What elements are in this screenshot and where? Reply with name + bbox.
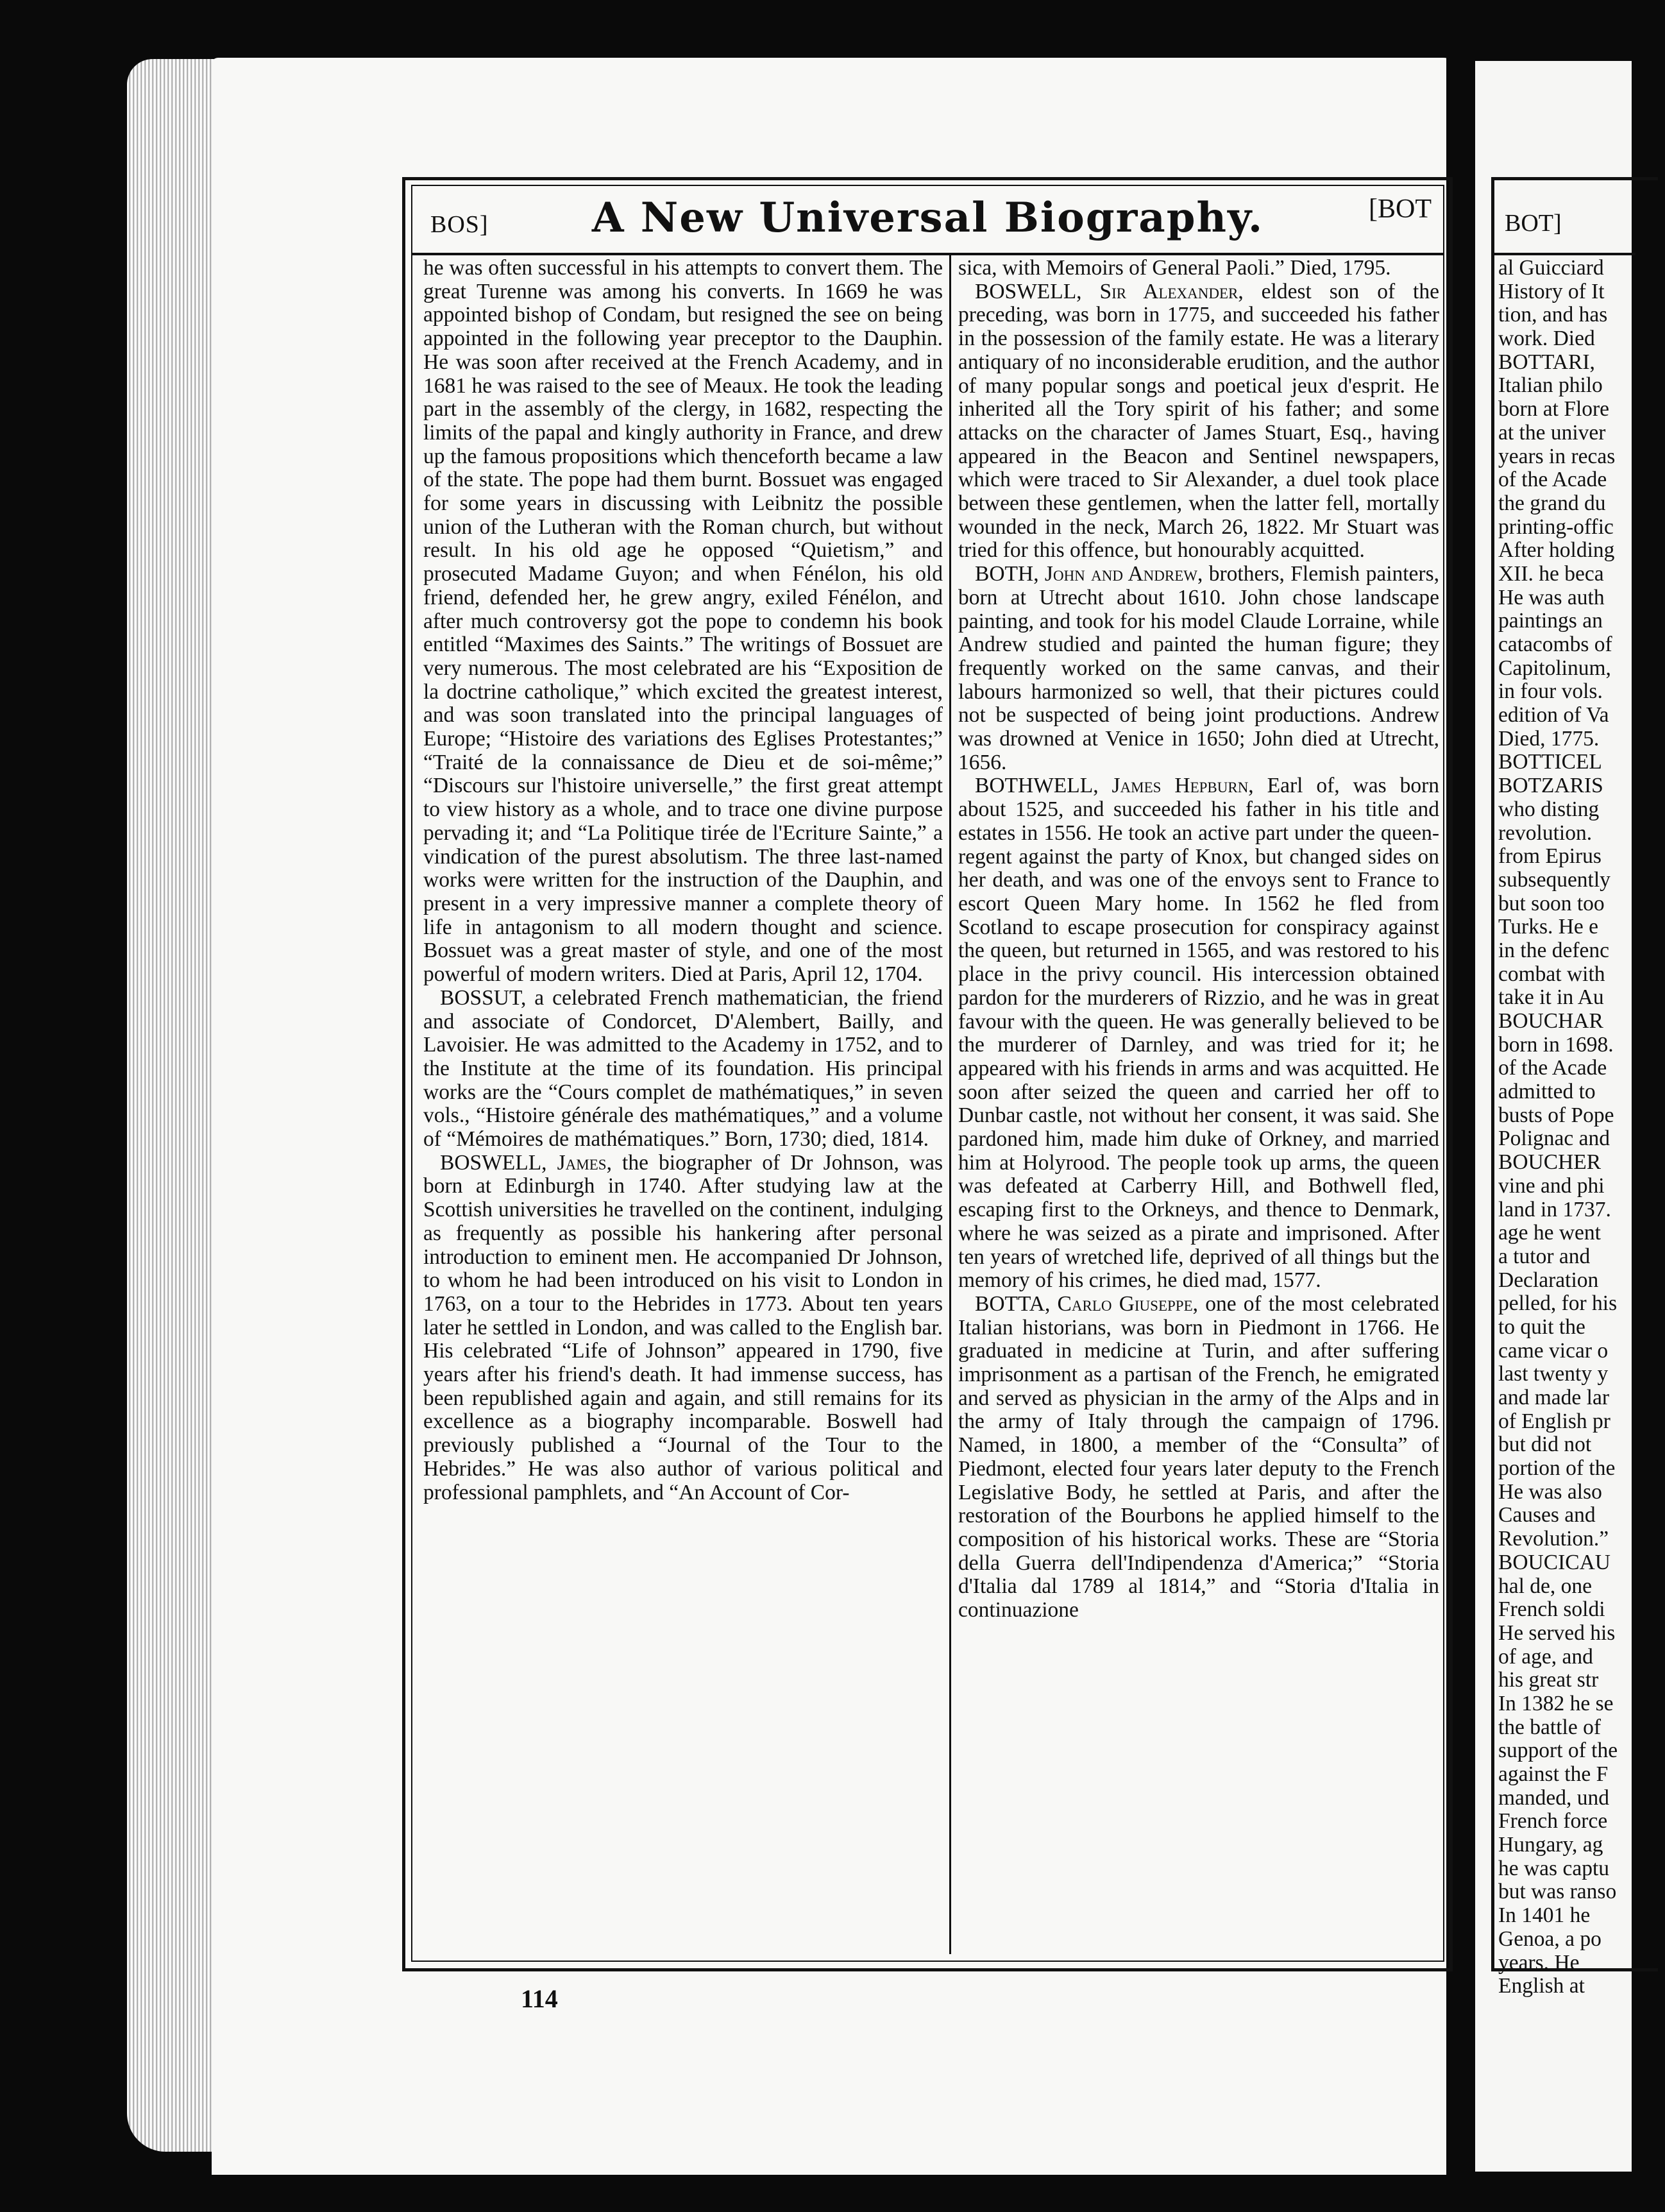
facing-page-line: vine and phi xyxy=(1498,1173,1605,1198)
biography-entry xyxy=(958,774,1439,1292)
facing-page-line: admitted to xyxy=(1498,1080,1596,1104)
facing-page-line: of English pr xyxy=(1498,1409,1610,1433)
facing-page-line: printing-offic xyxy=(1498,515,1614,539)
facing-page-line: XII. he beca xyxy=(1498,561,1604,586)
facing-page-line: hal de, one xyxy=(1498,1574,1593,1598)
facing-page-line: paintings an xyxy=(1498,609,1603,633)
facing-page-line: but soon too xyxy=(1498,891,1605,915)
entry-heading: BOSWELL, Sir Alexander, xyxy=(975,279,1244,303)
facing-page-column xyxy=(1498,256,1665,1998)
facing-page-line: support of the xyxy=(1498,1739,1618,1763)
entry-text: the biographer of Dr Johnson, was born at Edinburgh in 1740. After studying law at the Scottish universities he travelled on the continent, indulging as frequently as possible his hankering after personal introduction to eminent men. He accompanied Dr Johnson, to whom he had been introduced on his visit to London in 1763, on a tour to the Hebrides in 1773. About ten years later he settled in London, and was called to the English bar. His celebrated “Life of Johnson” appeared in 1790, five years after his friend's death. It had immense success, has been republished again and again, and still remains for its excellence as a biography incomparable. Boswell had previously published a “Journal of the Tour to the Hebrides.” He was also author of various political and professional pamphlets, and “An Account of Cor- xyxy=(423,1150,943,1504)
facing-page-line: BOUCHER xyxy=(1498,1150,1602,1175)
facing-page-line: but was ranso xyxy=(1498,1880,1617,1904)
facing-page-line: French soldi xyxy=(1498,1597,1605,1622)
facing-page-line: revolution. xyxy=(1498,821,1593,845)
facing-page-line: to quit the xyxy=(1498,1314,1585,1339)
facing-page-line: a tutor and xyxy=(1498,1244,1591,1268)
facing-page-line: Polignac and xyxy=(1498,1127,1610,1151)
facing-page-line: busts of Pope xyxy=(1498,1103,1614,1127)
facing-page-line: age he went xyxy=(1498,1221,1601,1245)
facing-page-line: came vicar o xyxy=(1498,1338,1609,1363)
facing-page-line: edition of Va xyxy=(1498,703,1609,727)
column-divider xyxy=(949,255,951,1954)
middle-column xyxy=(958,257,1439,1950)
facing-page-line: Italian philo xyxy=(1498,373,1603,398)
facing-page-line: BOUCHAR xyxy=(1498,1009,1603,1033)
facing-page-line: work. Died xyxy=(1498,327,1595,351)
facing-page-line: Died, 1775. xyxy=(1498,726,1600,751)
facing-page-line: BOUCICAU xyxy=(1498,1550,1610,1574)
facing-page-line: the grand du xyxy=(1498,491,1606,515)
entry-heading: BOTH, John and Andrew, xyxy=(975,562,1203,586)
facing-page-line: manded, und xyxy=(1498,1785,1610,1810)
facing-page-header xyxy=(1494,185,1635,255)
entry-heading: BOSSUT, xyxy=(440,985,527,1010)
facing-page-line: BOTTARI, xyxy=(1498,350,1595,374)
facing-page-line: catacombs of xyxy=(1498,633,1612,656)
facing-page-line: Genoa, a po xyxy=(1498,1927,1602,1951)
facing-page-line: Capitolinum, xyxy=(1498,656,1611,680)
header-title: A New Universal Biography. xyxy=(591,194,1264,242)
facing-page-line: Revolution.” xyxy=(1498,1527,1609,1551)
facing-page-line: years. He xyxy=(1498,1950,1580,1975)
facing-page-line: at the univer xyxy=(1498,420,1606,445)
biography-entry xyxy=(958,1293,1439,1622)
facing-page-line: from Epirus xyxy=(1498,844,1602,869)
facing-page-line: take it in Au xyxy=(1498,985,1604,1010)
running-header xyxy=(411,185,1444,255)
facing-page-line: In 1401 he xyxy=(1498,1903,1591,1928)
facing-page-line: of the Acade xyxy=(1498,468,1607,492)
facing-page-line: against the F xyxy=(1498,1762,1609,1786)
biography-entry xyxy=(423,1152,943,1505)
entry-text: one of the most celebrated Italian historians, was born in Piedmont in 1766. He graduated in medicine at Turin, and after suffering imprisonment as a partisan of the French, he emigrated and served as physician in the army of the Alps and in the army of Italy through the campaign of 1796. Named, in 1800, a member of the “Consulta” of Piedmont, elected four years later deputy to the French Legislative Body, he settled at Paris, and after the restoration of the Bourbons he applied himself to the composition of his historical works. These are “Storia della Guerra dell'Indipendenza d'America;” “Storia d'Italia dal 1789 al 1814,” and “Storia d'Italia in continuazione xyxy=(958,1291,1439,1622)
facing-page-line: tion, and has xyxy=(1498,303,1608,327)
facing-page-line: subsequently xyxy=(1498,867,1610,892)
facing-page-line: French force xyxy=(1498,1809,1608,1833)
entry-heading: BOTHWELL, James Hepburn, xyxy=(975,774,1254,798)
entry-text: a celebrated French mathematician, the friend and associate of Condorcet, D'Alembert, Bailly, and Lavoisier. He was admitted to the Academy in 1752, and to the Institute at the time of its foundation. His principal works are the “Cours complet de mathématiques,” in seven vols., “Histoire générale des mathématiques,” and a volume of “Mémoires de mathématiques.” Born, 1730; died, 1814. xyxy=(423,985,943,1152)
facing-page-line: al Guicciard xyxy=(1498,256,1604,280)
biography-entry xyxy=(958,280,1439,563)
entry-text: eldest son of the preceding, was born in 1775, and succeeded his father in the possession of the family estate. He was a literary antiquary of no inconsiderable erudition, and the author of many popular songs and poetical jeux d'esprit. He inherited all the Tory spirit of his father; and some attacks on the character of James Stuart, Esq., having appeared in the Beacon and Sentinel newspapers, which were traced to Sir Alexander, a duel took place between these gentlemen, when the latter fell, mortally wounded in the neck, March 26, 1822. Mr Stuart was tried for this offence, but honourably acquitted. xyxy=(958,279,1439,563)
facing-page-line: of age, and xyxy=(1498,1644,1593,1669)
facing-page-line: BOTTICEL xyxy=(1498,750,1602,774)
facing-page-line: years in recas xyxy=(1498,444,1616,468)
facing-header-guide: BOT] xyxy=(1505,210,1562,237)
facing-page-line: Hungary, ag xyxy=(1498,1833,1603,1857)
left-column xyxy=(423,257,943,1950)
facing-page-line: Declaration xyxy=(1498,1268,1599,1292)
facing-page-line: Causes and xyxy=(1498,1503,1596,1527)
facing-page-line: born in 1698. xyxy=(1498,1032,1614,1057)
entry-heading: BOSWELL, James, xyxy=(440,1150,612,1175)
facing-page-line: Turks. He e xyxy=(1498,915,1599,939)
page-number: 114 xyxy=(521,1984,558,2013)
facing-page-line: the battle of xyxy=(1498,1715,1601,1739)
facing-page-line: He was auth xyxy=(1498,585,1605,609)
facing-page-line: land in 1737. xyxy=(1498,1197,1611,1221)
facing-page-line: he was captu xyxy=(1498,1856,1610,1880)
facing-page-line: last twenty y xyxy=(1498,1362,1609,1386)
facing-page-line: portion of the xyxy=(1498,1456,1616,1481)
header-left-guide: BOS] xyxy=(430,211,489,238)
facing-page-line: History of It xyxy=(1498,279,1605,303)
facing-page-line: of the Acade xyxy=(1498,1056,1607,1080)
header-right-guide: [BOT xyxy=(1369,194,1432,224)
facing-page-line: He served his xyxy=(1498,1621,1616,1645)
facing-page-line: in four vols. xyxy=(1498,679,1603,704)
facing-page-line: After holding xyxy=(1498,538,1615,563)
biography-entry xyxy=(423,987,943,1152)
facing-page-line: and made lar xyxy=(1498,1386,1609,1409)
continued-paragraph xyxy=(423,257,943,987)
biography-entry xyxy=(958,563,1439,774)
entry-text: sica, with Memoirs of General Paoli.” Died, 1795. xyxy=(958,256,1391,280)
facing-page-line: In 1382 he se xyxy=(1498,1691,1614,1715)
facing-page-line: English at xyxy=(1498,1974,1585,1998)
entry-text: Earl of, was born about 1525, and succeeded his father in his title and estates in 1556. He took an active part under the queen-regent against the party of Knox, but changed sides on her death, and was one of the envoys sent to France to escort Queen Mary home. In 1562 he fled from Scotland to escape prosecution for conspiracy against the queen, but returned in 1565, and was restored to his place in the privy council. His intercession obtained pardon for the murderers of Rizzio, and he was in great favour with the queen. He was generally believed to be the murderer of Darnley, and was tried for it; he appeared with his friends in arms and was acquitted. He soon after seized the queen and carried her off to Dunbar castle, not without her consent, it was said. She pardoned him, made him duke of Orkney, and married him at Holyrood. The people took up arms, the queen was defeated at Carberry Hill, and Bothwell fled, escaping first to the Orkneys, and thence to Denmark, where he was seized as a pirate and imprisoned. After ten years of wretched life, deprived of all things but the memory of his crimes, he died mad, 1577. xyxy=(958,774,1439,1293)
facing-page-line: combat with xyxy=(1498,962,1605,986)
facing-page-line: He was also xyxy=(1498,1479,1602,1504)
facing-page-line: but did not xyxy=(1498,1433,1592,1457)
facing-page-line: his great str xyxy=(1498,1668,1599,1692)
facing-page-line: BOTZARIS xyxy=(1498,774,1603,798)
entry-text: brothers, Flemish painters, born at Utrecht about 1610. John chose landscape painting, and took for his model Claude Lorraine, while Andrew studied and painted the human figure; they frequently worked on the same canvas, and their labours harmonized so well, that their pictures could not be suspected of being joint productions. Andrew was drowned at Venice in 1650; John died at Utrecht, 1656. xyxy=(958,562,1439,774)
entry-heading: BOTTA, Carlo Giuseppe, xyxy=(975,1291,1199,1316)
continued-paragraph xyxy=(958,257,1439,280)
facing-page-line: who disting xyxy=(1498,797,1600,821)
facing-page-line: born at Flore xyxy=(1498,397,1610,421)
entry-text: he was often successful in his attempts to convert them. The great Turenne was among his converts. In 1669 he was appointed bishop of Condam, but resigned the see on being appointed in the following year preceptor to the Dauphin. He was soon after received at the French Academy, and in 1681 he was raised to the see of Meaux. He took the leading part in the assembly of the clergy, in 1682, respecting the limits of the papal and kingly authority in France, and drew up the famous propositions which thenceforth became a law of the state. The pope had them burnt. Bossuet was engaged for some years in discussing with Leibnitz the possible union of the Lutheran with the Roman church, but without result. In his old age he opposed “Quietism,” and prosecuted Madame Guyon; and when Fénélon, his old friend, defended her, he grew angry, exiled Fénélon, and after much controversy got the pope to condemn his book entitled “Maximes des Saints.” The writings of Bossuet are very numerous. The most celebrated are his “Exposition de la doctrine catholique,” which excited the greatest interest, and was soon translated into the principal languages of Europe; “Histoire des variations des Eglises Protestantes;” “Traité de la connaissance de Dieu et de soi-même;” “Discours sur l'histoire universelle,” the first great attempt to view history as a whole, and to trace one divine purpose pervading it; and “La Politique tirée de l'Ecriture Sainte,” a vindication of the purest absolutism. The three last-named works were written for the instruction of the Dauphin, and present in a very impressive manner a complete theory of life in antagonism to all modern thought and science. Bossuet was a great master of style, and one of the most powerful of modern writers. Died at Paris, April 12, 1704. xyxy=(423,256,943,987)
facing-page-line: pelled, for his xyxy=(1498,1291,1618,1316)
facing-page-line: in the defenc xyxy=(1498,938,1609,962)
